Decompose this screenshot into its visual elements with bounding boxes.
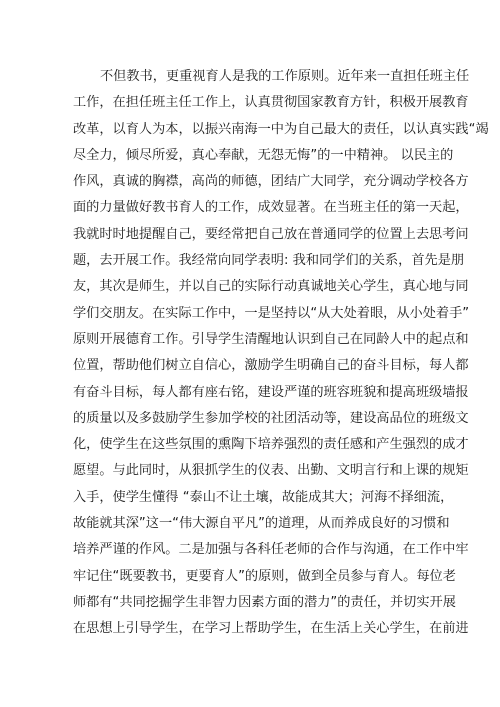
paragraph-line: 改革，以育人为本，以振兴南海一中为自己最大的责任，以认真实践“竭: [73, 121, 489, 137]
paragraph-line: 工作，在担任班主任工作上，认真贯彻国家教育方针，积极开展教育: [73, 95, 469, 111]
body-paragraph: [73, 64, 489, 643]
paragraph-line: 面的力量做好教书育人的工作，成效显著。在当班主任的第一天起，: [73, 200, 469, 216]
paragraph-line: 原则开展德育工作。引导学生清醒地认识到自己在同龄人中的起点和: [73, 331, 469, 347]
paragraph-line: 位置，帮助他们树立自信心，激励学生明确自己的奋斗目标，每人都: [73, 358, 469, 374]
paragraph-line: 故能就其深”这一“伟大源自平凡”的道理，从而养成良好的习惯和: [73, 516, 450, 532]
paragraph-line: 有奋斗目标，每人都有座右铭，建设严谨的班容班貌和提高班级墙报: [73, 384, 469, 400]
paragraph-line: 化，使学生在这些氛围的熏陶下培养强烈的责任感和产生强烈的成才: [73, 437, 469, 453]
paragraph-line: 作风，真诚的胸襟，高尚的师德，团结广大同学，充分调动学校各方: [73, 174, 469, 190]
paragraph-line: 我就时时地提醒自己，要经常把自己放在普通同学的位置上去思考问: [73, 226, 469, 242]
paragraph-line: 的质量以及多鼓励学生参加学校的社团活动等，建设高品位的班级文: [73, 410, 469, 426]
paragraph-line: 入手，使学生懂得 “泰山不让土壤，故能成其大；河海不择细流，: [73, 489, 454, 505]
paragraph-line: 牢记住“既要教书，更要育人”的原则，做到全员参与育人。每位老: [73, 568, 456, 584]
paragraph-line: 愿望。与此同时，从狠抓学生的仪表、出勤、文明言行和上课的规矩: [73, 463, 469, 479]
paragraph-line: 师都有“共同挖掘学生非智力因素方面的潜力”的责任，并切实开展: [73, 594, 456, 610]
paragraph-line: 在思想上引导学生，在学习上帮助学生，在生活上关心学生，在前进: [73, 621, 469, 637]
paragraph-line: 题，去开展工作。我经常向同学表明: 我和同学们的关系，首先是朋: [73, 253, 465, 269]
paragraph-line: 学们交朋友。在实际工作中，一是坚持以“从大处着眼，从小处着手”: [73, 305, 470, 321]
paragraph-line: 友，其次是师生，并以自己的实际行动真诚地关心学生，真心地与同: [73, 279, 469, 295]
paragraph-line: 不但教书，更重视育人是我的工作原则。近年来一直担任班主任: [100, 69, 470, 84]
paragraph-line: 培养严谨的作风。二是加强与各科任老师的合作与沟通，在工作中牢: [73, 542, 469, 558]
paragraph-line: 尽全力，倾尽所爱，真心奉献，无怨无悔”的一中精神。 以民主的: [73, 147, 454, 163]
